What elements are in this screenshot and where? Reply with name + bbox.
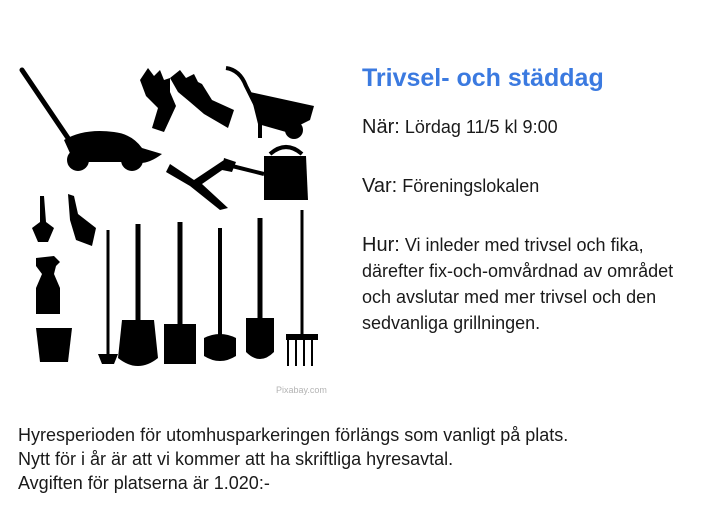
how-value: Vi inleder med trivsel och fika, därefter fix-och-omvårdnad av området och avslutar med mer trivsel och den sedvanliga grillningen. bbox=[362, 235, 674, 333]
when-label: När: bbox=[362, 116, 400, 138]
image-credit: Pixabay.com bbox=[276, 385, 327, 395]
where-label: Var: bbox=[362, 175, 398, 197]
event-info bbox=[362, 60, 692, 333]
where-value: Föreningslokalen bbox=[402, 176, 540, 196]
parking-notice bbox=[18, 423, 688, 495]
notice-line: Avgiften för platserna är 1.020:- bbox=[18, 473, 270, 493]
event-where bbox=[362, 173, 539, 199]
how-label: Hur: bbox=[362, 234, 400, 256]
event-title: Trivsel- och städdag bbox=[362, 64, 604, 92]
notice-line: Hyresperioden för utomhusparkeringen förlängs som vanligt på plats. bbox=[18, 425, 569, 445]
event-how bbox=[362, 232, 682, 336]
when-value: Lördag 11/5 kl 9:00 bbox=[404, 117, 558, 137]
garden-tools-icon bbox=[14, 62, 332, 374]
event-when bbox=[362, 114, 558, 140]
notice-line: Nytt för i år är att vi kommer att ha skriftliga hyresavtal. bbox=[18, 449, 454, 469]
